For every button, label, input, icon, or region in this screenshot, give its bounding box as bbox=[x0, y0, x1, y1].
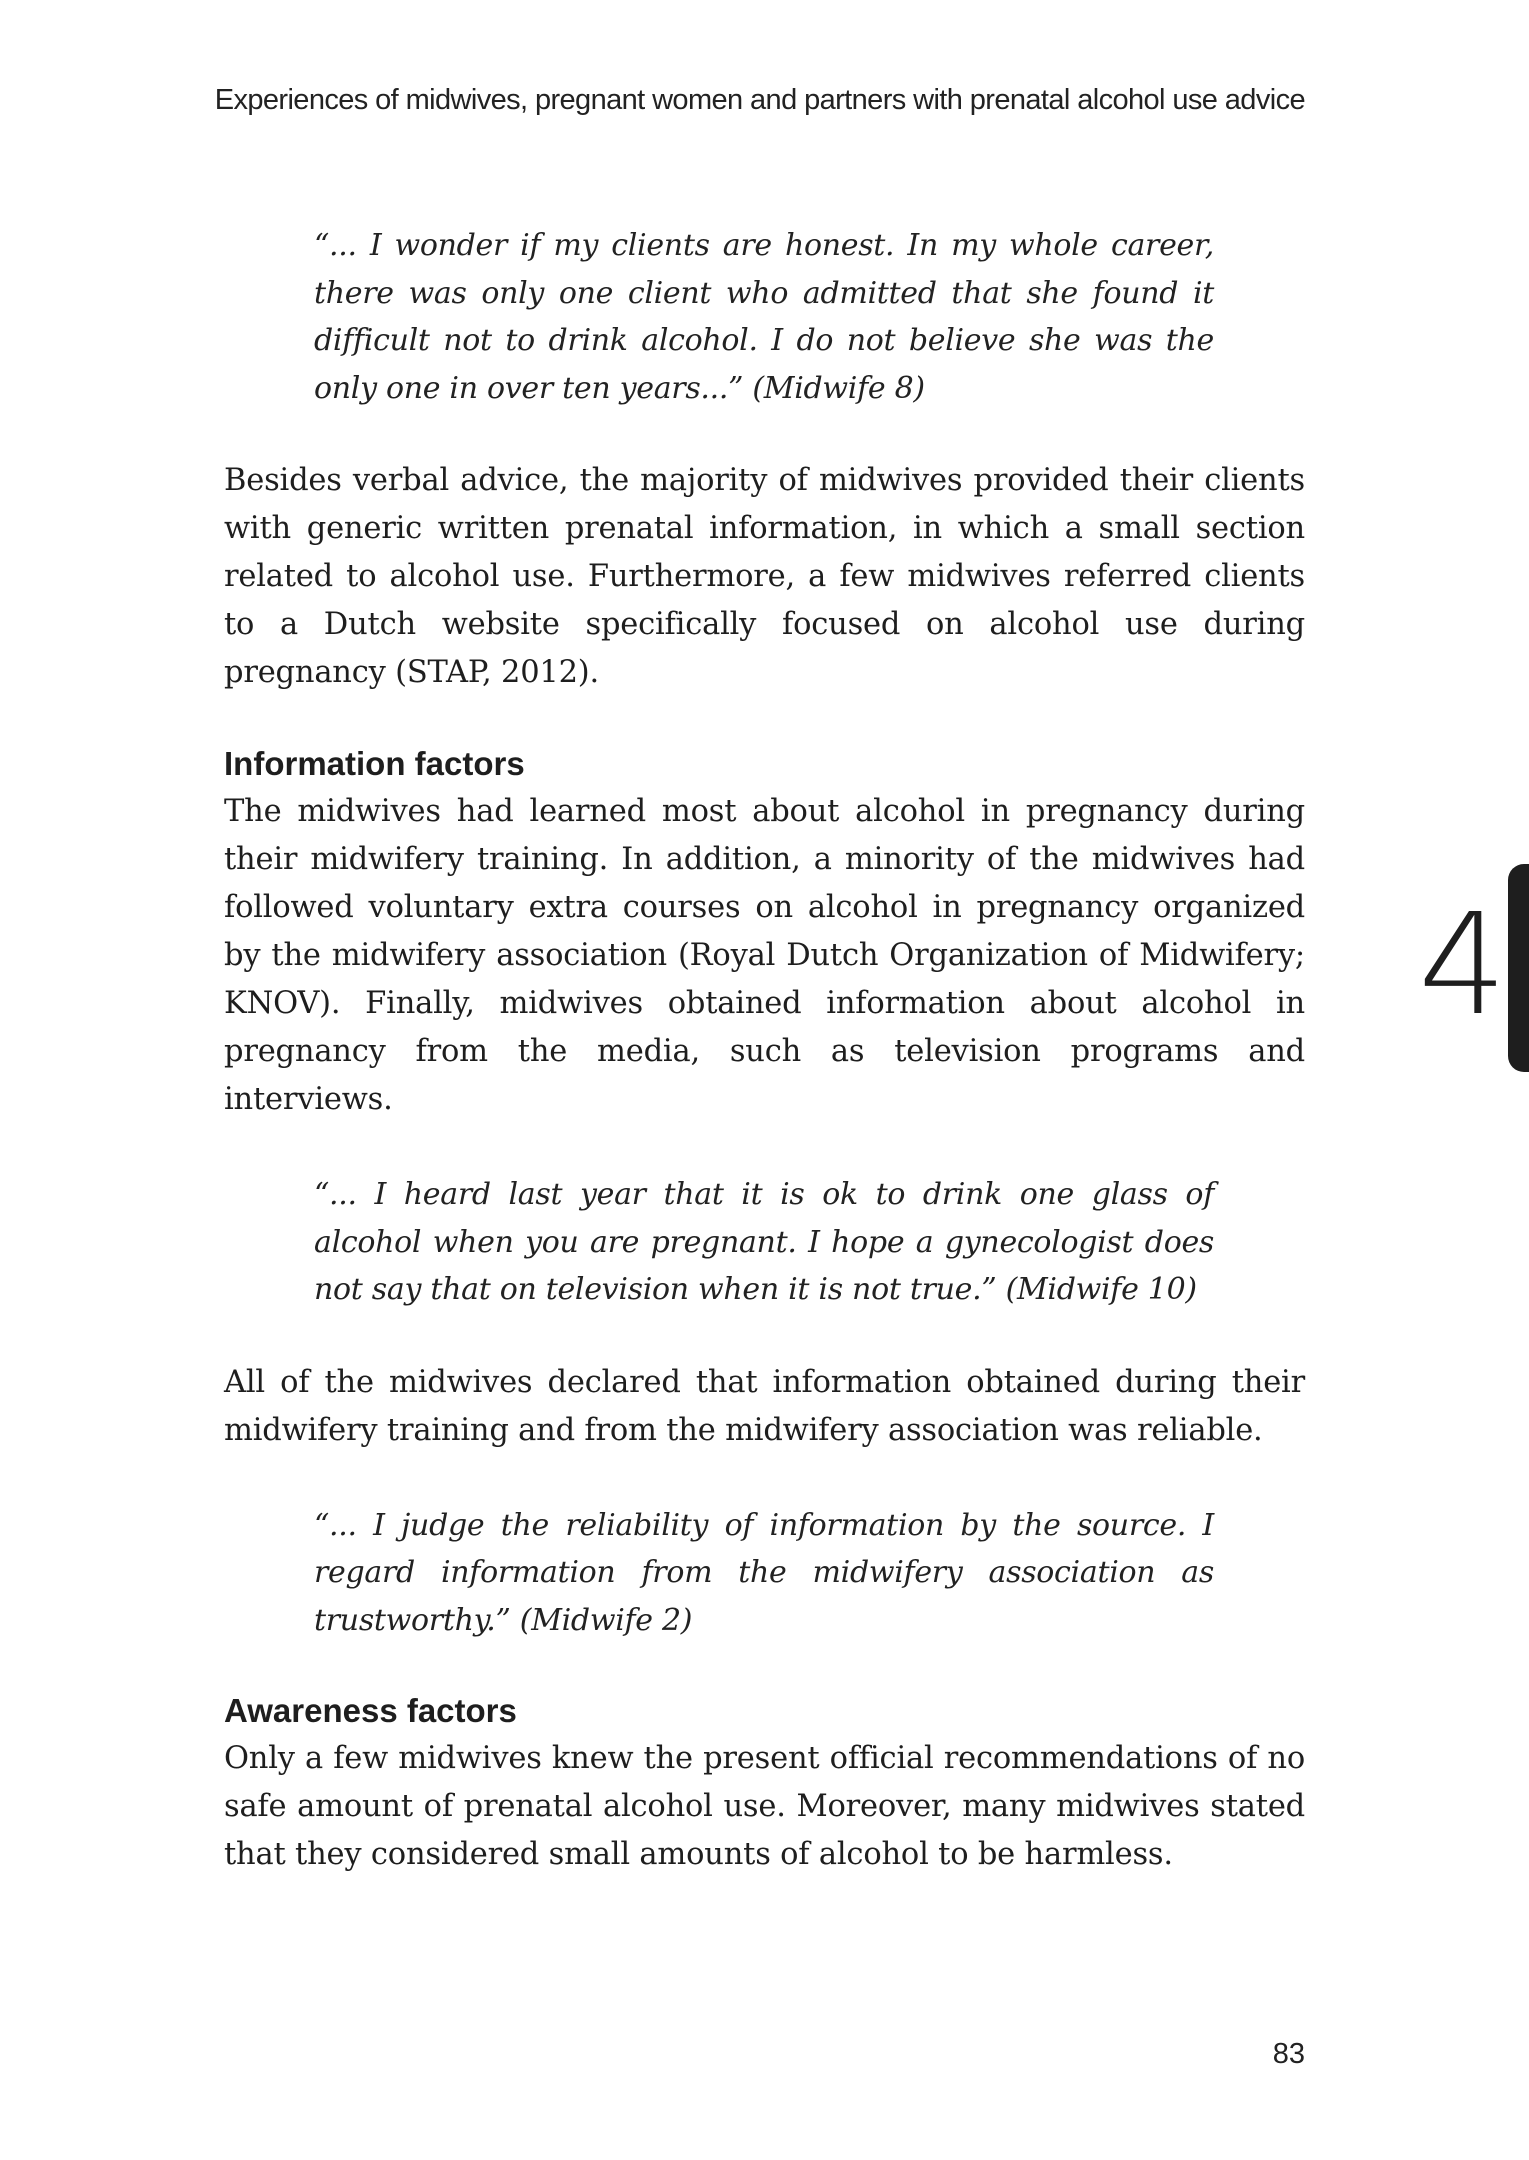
quote-midwife-8: “... I wonder if my clients are honest. In my whole career, there was only one client who admitted that she found it difficult not to drink alcohol. I do not believe she was the only one in over ten years...” (Midwife 8) bbox=[314, 228, 1214, 406]
section-heading-awareness-factors: Awareness factors bbox=[224, 1692, 517, 1729]
running-header: Experiences of midwives, pregnant women and partners with prenatal alcohol use advice bbox=[214, 84, 1305, 116]
quote-midwife-2: “... I judge the reliability of information by the source. I regard information from the midwifery association as trustworthy.” (Midwife 2) bbox=[314, 1507, 1214, 1638]
section-heading-information-factors: Information factors bbox=[224, 745, 525, 782]
chapter-tab-marker bbox=[1508, 864, 1529, 1072]
quote-midwife-10: “... I heard last year that it is ok to drink one glass of alcohol when you are pregnant. I hope a gynecologist does not say that on television when it is not true.” (Midwife 10) bbox=[314, 1177, 1214, 1307]
body-paragraph-information-sources: The midwives had learned most about alcohol in pregnancy during their midwifery training. In addition, a minority of the midwives had followed voluntary extra courses on alcohol in pregnancy organized by the midwifery association (Royal Dutch Organization of Midwifery; KNOV). Finally, midwives obtained information about alcohol in pregnancy from the media, such as television programs and interviews. bbox=[224, 794, 1305, 1117]
body-paragraph-written-information: Besides verbal advice, the majority of midwives provided their clients with generic written prenatal information, in which a small section related to alcohol use. Furthermore, a few midwives referred clients to a Dutch website specifically focused on alcohol use during pregnancy (STAP, 2012). bbox=[224, 463, 1305, 690]
chapter-number: 4 bbox=[1418, 884, 1508, 1047]
body-paragraph-reliability: All of the midwives declared that information obtained during their midwifery training and from the midwifery association was reliable. bbox=[224, 1364, 1305, 1448]
body-paragraph-awareness: Only a few midwives knew the present official recommendations of no safe amount of prenatal alcohol use. Moreover, many midwives stated that they considered small amounts of alcohol to be harmless. bbox=[224, 1741, 1305, 1872]
page-body bbox=[224, 222, 1305, 1879]
page-number: 83 bbox=[1272, 2038, 1305, 2070]
